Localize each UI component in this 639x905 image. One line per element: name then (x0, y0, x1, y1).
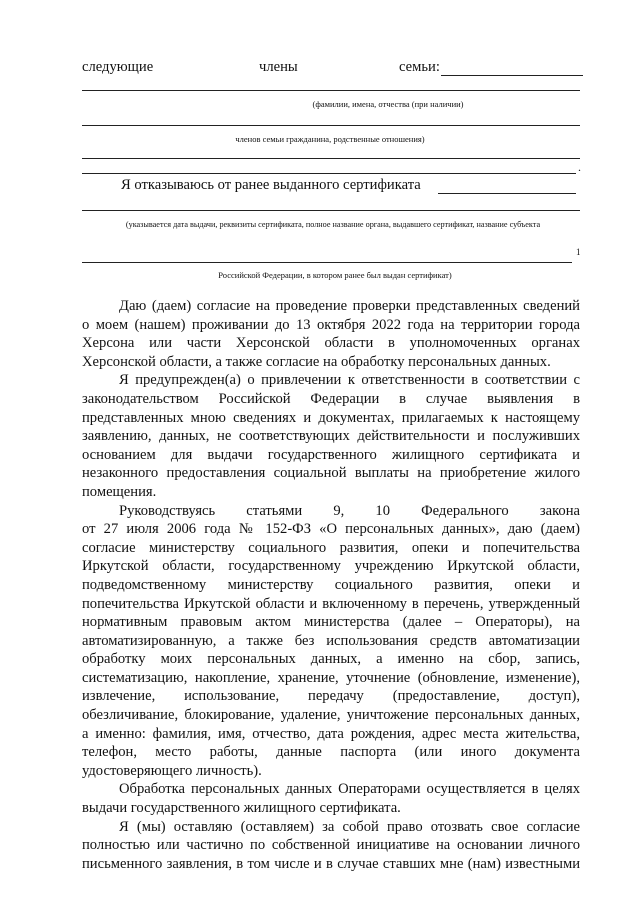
word-sleduyushchie: следующие (82, 59, 154, 75)
caption-fio: (фамилии, имена, отчества (при наличии) (312, 99, 464, 109)
refuse-certificate-blank[interactable] (438, 193, 576, 194)
fill-line-1[interactable] (82, 90, 580, 91)
consent-body (82, 297, 580, 873)
fill-line-6[interactable] (82, 262, 572, 263)
fill-line-4[interactable] (82, 173, 576, 174)
fill-line-3[interactable] (82, 158, 580, 159)
paragraph-withdrawal-right: Я (мы) оставляю (оставляем) за собой право отозвать свое согласие полностью или частично по собственной инициативе на основании личного письменного заявления, в том числе и в случае ставших мне (нам) известными (82, 818, 580, 872)
caption-certificate-details: (указывается дата выдачи, реквизиты сертификата, полное название органа, выдавшего сертификат, название субъекта (125, 220, 541, 229)
word-semi: семьи: (399, 59, 440, 75)
family-members-blank[interactable] (441, 75, 583, 76)
fill-line-2[interactable] (82, 125, 580, 126)
word-chleny: члены (259, 59, 298, 75)
paragraph-liability-warning: Я предупрежден(а) о привлечении к ответственности в соответствии с законодательством Российской Федерации в случае выявления в представленных мною сведениях и документах, прилагаемых к настоящему заявлению, данных, не соответствующих действительности и послуживших основанием для выдачи государственного жилищного сертификата и незаконного предоставления социальной выплаты на приобретение жилого помещения. (82, 372, 580, 500)
paragraph-processing-purpose: Обработка персональных данных Операторами осуществляется в целях выдачи государственного жилищного сертификата. (82, 781, 580, 817)
paragraph-personal-data-consent: Руководствуясь статьями 9, 10 Федерального закона от 27 июля 2006 года № 152-ФЗ «О персональных данных», даю (даем) согласие министерству социального развития, опеки и попечительства Иркутской области, государственному учреждению Иркутской области, подведомственному министерству социального развития, опеки и попечительства Иркутской области и включенному в перечень, утвержденный нормативным правовым актом министерства (далее – Операторы), на автоматизированную, а также без использования средств автоматизации обработку моих персональных данных, а именно на сбор, запись, систематизацию, накопление, хранение, уточнение (обновление, изменение), извлечение, использование, передачу (предоставление, доступ), обезличивание, блокирование, удаление, уничтожение персональных данных, а именно: фамилия, имя, отчество, дата рождения, адрес места жительства, телефон, место работы, данные паспорта (или иного документа удостоверяющего личность). (82, 502, 580, 779)
trailing-dot: . (578, 160, 581, 174)
caption-certificate-region: Российской Федерации, в котором ранее был выдан сертификат) (218, 270, 452, 280)
caption-relations: членов семьи гражданина, родственные отношения) (235, 134, 425, 144)
refuse-certificate-text: Я отказываюсь от ранее выданного сертификата (121, 177, 421, 193)
paragraph-verification-consent: Даю (даем) согласие на проведение проверки представленных сведений о моем (нашем) проживании до 13 октября 2022 года на территории города Херсона или части Херсонской области в уполномоченных органах Херсонской области, а также согласие на обработку персональных данных. (82, 298, 580, 370)
fill-line-5[interactable] (82, 210, 580, 211)
footnote-mark: 1 (576, 247, 581, 257)
